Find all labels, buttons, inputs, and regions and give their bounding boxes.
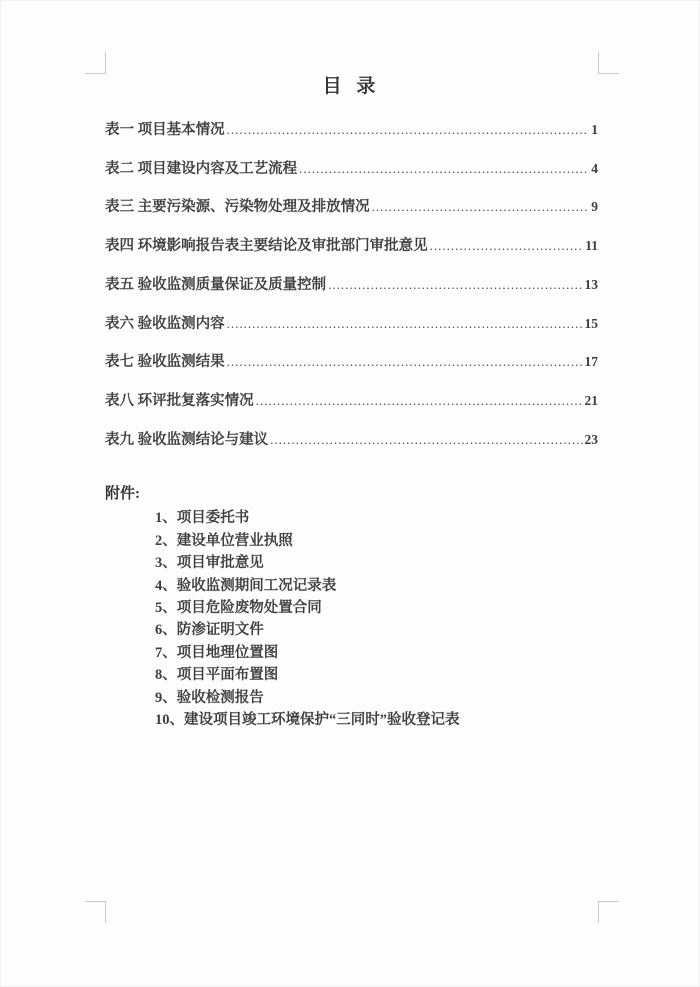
toc-entry bbox=[105, 227, 598, 266]
toc-entry-label: 表二 项目建设内容及工艺流程 bbox=[105, 160, 298, 177]
toc-entry bbox=[105, 111, 598, 150]
toc-title: 目 录 bbox=[322, 76, 381, 97]
page-content bbox=[105, 73, 598, 731]
dot-leader bbox=[256, 382, 583, 421]
toc-entry-page-number: 23 bbox=[584, 431, 598, 447]
toc-entry-page-number: 17 bbox=[584, 354, 598, 370]
dot-leader bbox=[227, 343, 583, 382]
attachment-item: 4、验收监测期间工况记录表 bbox=[155, 577, 337, 594]
toc-entry bbox=[105, 188, 598, 227]
toc-entry-page-number: 21 bbox=[584, 392, 598, 408]
toc-entry bbox=[105, 421, 598, 460]
toc-entry bbox=[105, 343, 598, 382]
attachments-heading: 附件: bbox=[105, 486, 140, 503]
toc-entry-label: 表五 验收监测质量保证及质量控制 bbox=[105, 276, 327, 293]
dot-leader bbox=[227, 111, 590, 150]
dot-leader bbox=[299, 150, 589, 189]
toc-entry-label: 表七 验收监测结果 bbox=[105, 354, 225, 371]
attachment-item: 7、项目地理位置图 bbox=[155, 644, 279, 661]
toc-entry-label: 表九 验收监测结论与建议 bbox=[105, 431, 269, 448]
attachment-list bbox=[105, 507, 598, 731]
toc-entry-label: 表八 环评批复落实情况 bbox=[105, 392, 254, 409]
dot-leader bbox=[430, 227, 584, 266]
attachment-item: 6、防渗证明文件 bbox=[155, 622, 264, 639]
attachment-item: 5、项目危险废物处置合同 bbox=[155, 599, 322, 616]
attachment-item: 3、项目审批意见 bbox=[155, 555, 264, 572]
dot-leader bbox=[372, 188, 590, 227]
toc-entry-page-number: 9 bbox=[591, 199, 598, 215]
toc-entry bbox=[105, 266, 598, 305]
toc-entry-label: 表六 验收监测内容 bbox=[105, 315, 225, 332]
toc-entry bbox=[105, 150, 598, 189]
attachment-item: 10、建设项目竣工环境保护“三同时”验收登记表 bbox=[155, 711, 460, 728]
attachment-item: 8、项目平面布置图 bbox=[155, 667, 279, 684]
attachment-item: 2、建设单位营业执照 bbox=[155, 532, 293, 549]
toc-entry-page-number: 4 bbox=[591, 160, 598, 176]
toc-entry-label: 表四 环境影响报告表主要结论及审批部门审批意见 bbox=[105, 238, 428, 255]
toc-entry bbox=[105, 305, 598, 344]
text-boundary-mark-bottom-left bbox=[85, 901, 106, 923]
dot-leader bbox=[270, 421, 582, 460]
dot-leader bbox=[328, 266, 582, 305]
toc-entry-label: 表一 项目基本情况 bbox=[105, 122, 225, 138]
text-boundary-mark-top-right bbox=[598, 52, 619, 74]
attachments-section bbox=[105, 483, 598, 731]
text-boundary-mark-bottom-right bbox=[598, 901, 619, 923]
toc-entry-page-number: 13 bbox=[584, 276, 598, 292]
toc-entry bbox=[105, 382, 598, 421]
attachment-item: 1、项目委托书 bbox=[155, 510, 250, 527]
text-boundary-mark-top-left bbox=[85, 52, 106, 74]
dot-leader bbox=[227, 305, 583, 344]
table-of-contents bbox=[105, 111, 598, 459]
toc-entry-page-number: 11 bbox=[585, 238, 598, 254]
attachment-item: 9、验收检测报告 bbox=[155, 689, 264, 706]
toc-entry-page-number: 1 bbox=[591, 122, 598, 137]
toc-entry-label: 表三 主要污染源、污染物处理及排放情况 bbox=[105, 199, 370, 216]
toc-entry-page-number: 15 bbox=[584, 315, 598, 331]
